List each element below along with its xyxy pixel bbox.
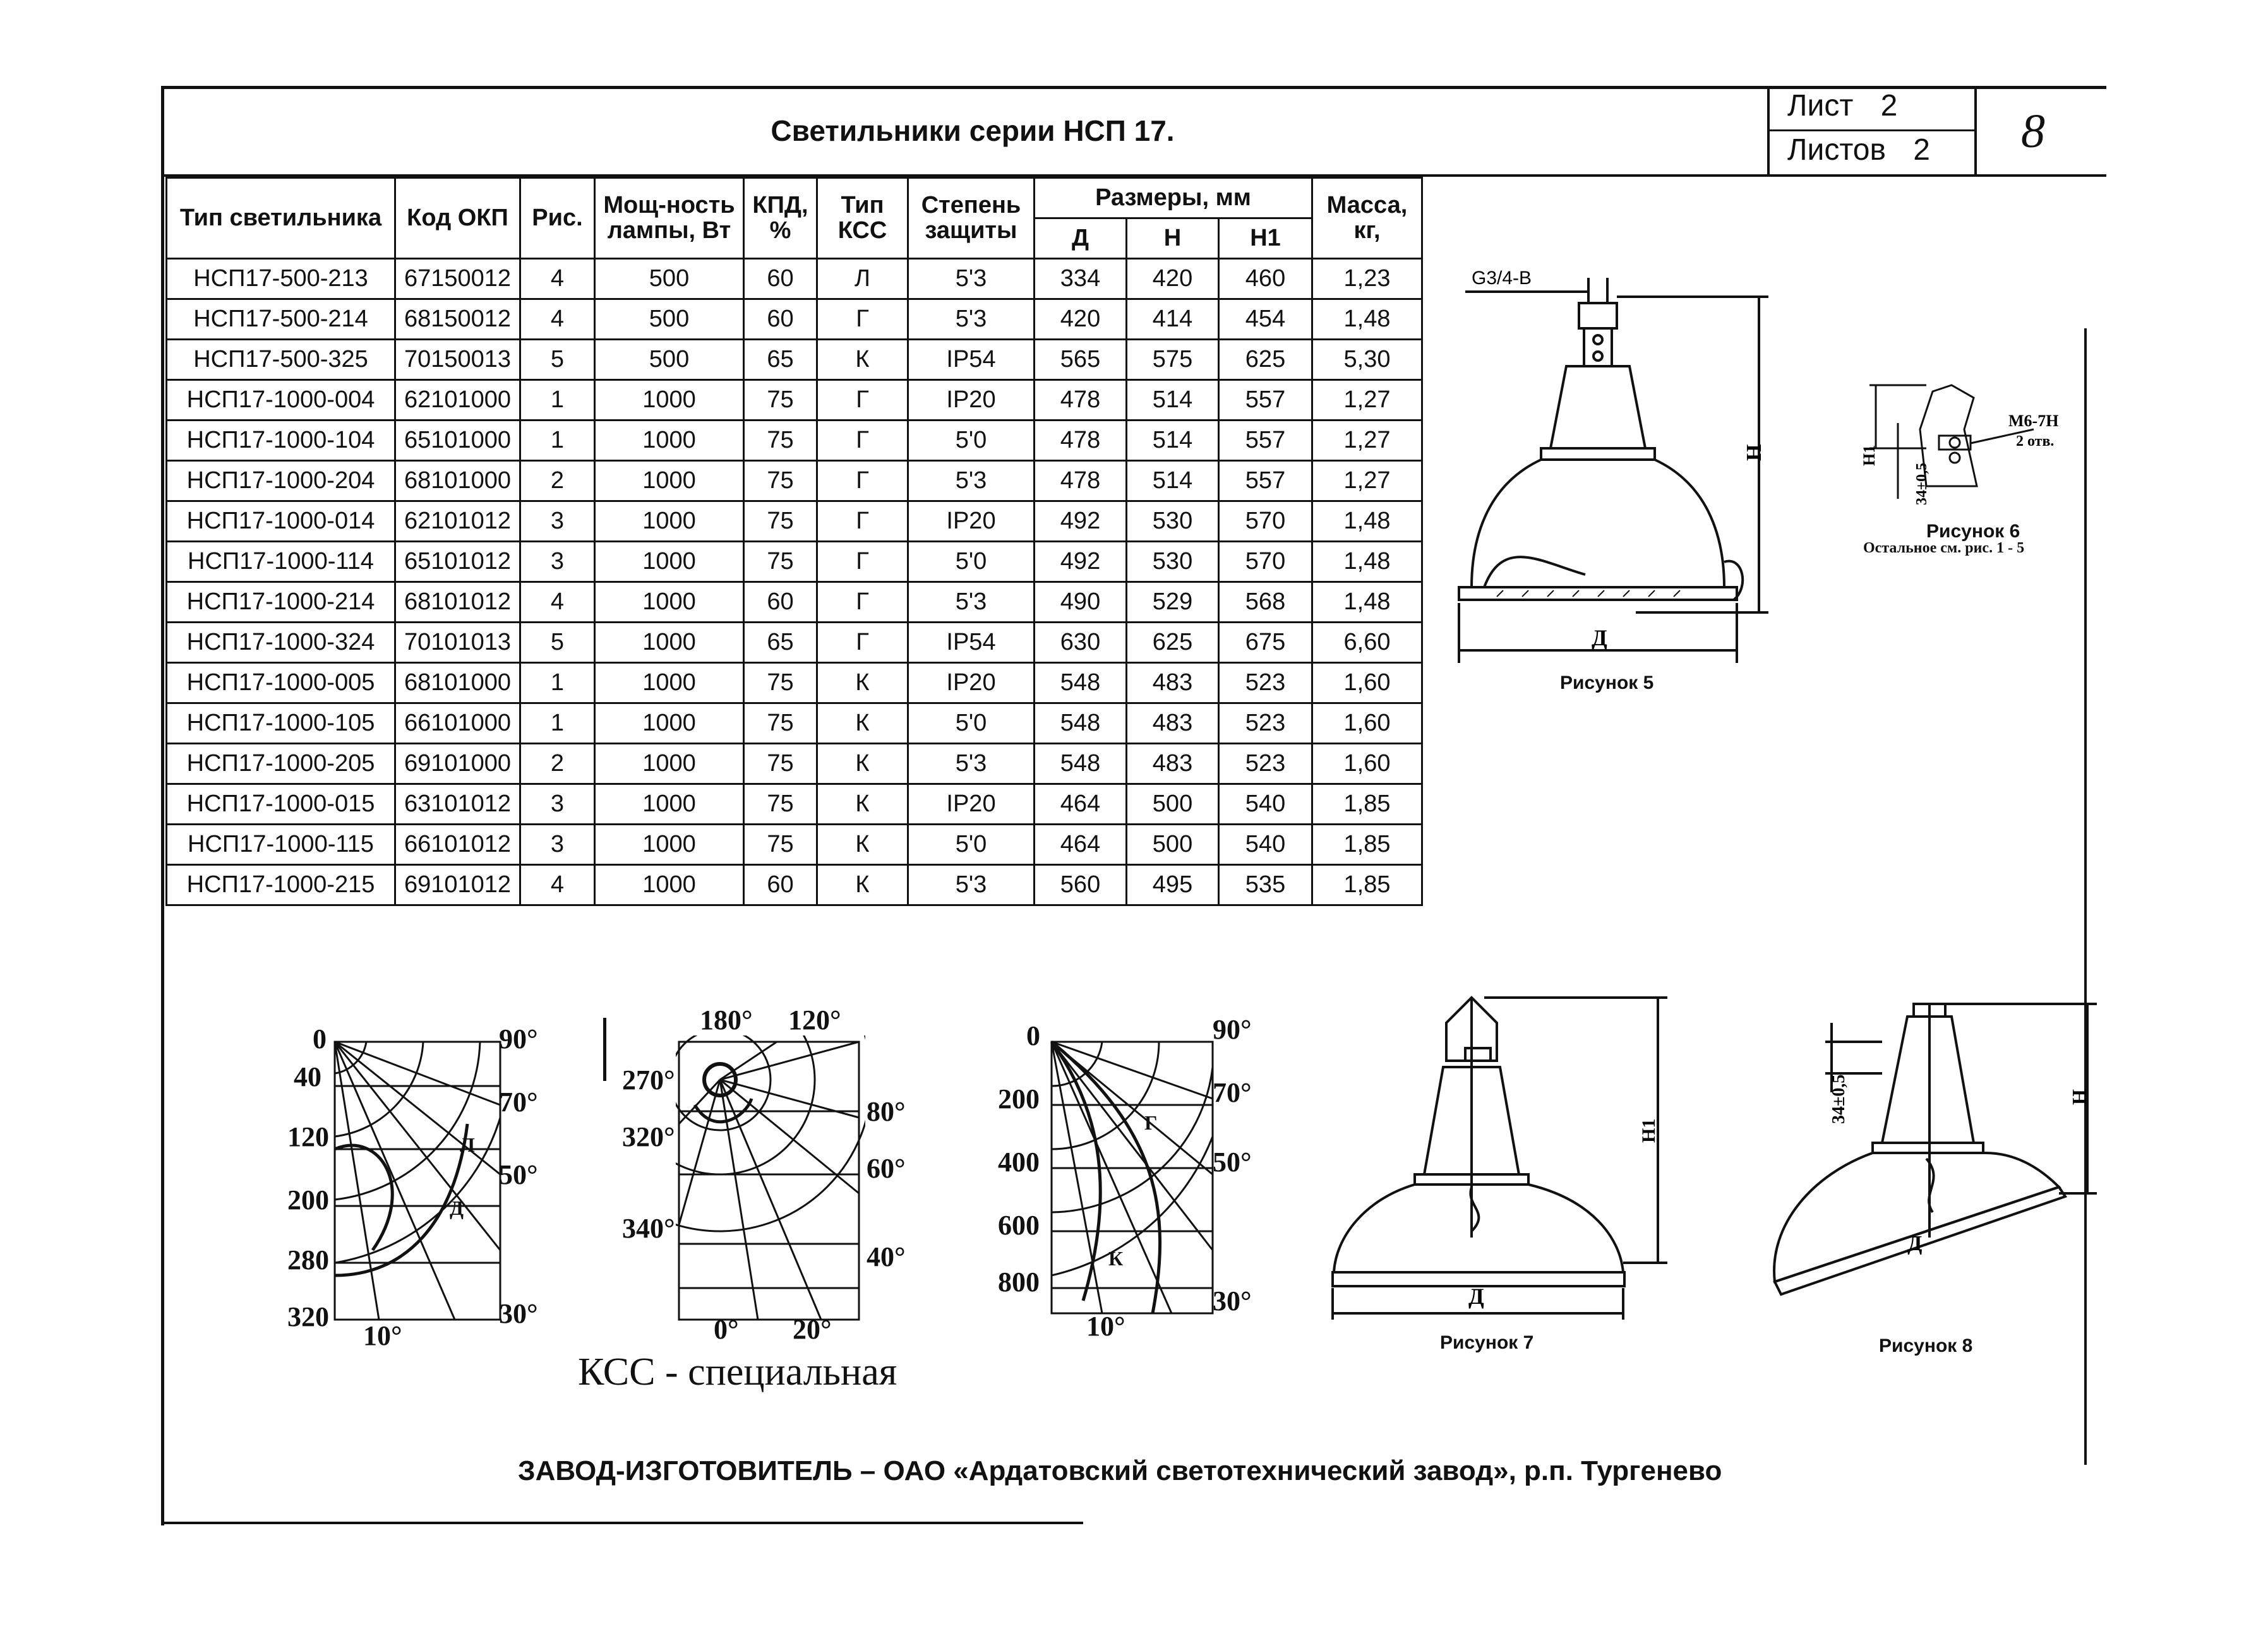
figure-6-holes-label: 2 отв. — [2016, 433, 2055, 450]
cell-dim-h: 575 — [1127, 340, 1219, 380]
chart-1-label-280: 280 — [287, 1244, 329, 1275]
table-row — [167, 461, 1422, 501]
cell-type: НСП17-1000-115 — [167, 825, 395, 865]
cell-dim-h: 500 — [1127, 825, 1219, 865]
cell-protection: IP20 — [908, 663, 1035, 703]
cell-okp: 69101012 — [395, 865, 520, 905]
cell-okp: 65101000 — [395, 421, 520, 461]
cell-dim-d: 630 — [1035, 623, 1127, 663]
cell-kss: Г — [817, 299, 908, 340]
figure-6-bolt-label: М6-7Н — [2008, 412, 2059, 430]
cell-mass: 1,27 — [1312, 380, 1422, 421]
cell-fig: 2 — [520, 744, 595, 784]
table-row — [167, 784, 1422, 825]
cell-okp: 67150012 — [395, 259, 520, 299]
cell-okp: 62101012 — [395, 501, 520, 542]
figure-7-dim-h1: Н1 — [1638, 1118, 1659, 1143]
cell-type: НСП17-1000-104 — [167, 421, 395, 461]
frame-bottom-line — [161, 1522, 1083, 1524]
chart-2-angle-320: 320° — [622, 1121, 675, 1152]
cell-kpd: 60 — [744, 582, 817, 623]
cell-dim-d: 478 — [1035, 380, 1127, 421]
table-row — [167, 299, 1422, 340]
cell-dim-d: 548 — [1035, 703, 1127, 744]
cell-dim-d: 492 — [1035, 542, 1127, 582]
cell-power: 1000 — [595, 421, 744, 461]
chart-1-label-120: 120 — [287, 1121, 329, 1152]
table-row — [167, 825, 1422, 865]
figure-7-dim-d: Д — [1468, 1284, 1484, 1309]
cell-kpd: 75 — [744, 784, 817, 825]
sheet-label-text: Лист — [1787, 89, 1854, 122]
cell-kpd: 75 — [744, 421, 817, 461]
cell-dim-d: 478 — [1035, 421, 1127, 461]
chart-3-label-200: 200 — [998, 1083, 1040, 1114]
chart-3 — [1045, 1035, 1219, 1320]
col-header-kss: Тип КСС — [817, 178, 908, 259]
table-row — [167, 865, 1422, 905]
cell-dim-h: 495 — [1127, 865, 1219, 905]
chart-2-left-bar — [603, 1018, 606, 1081]
figure-8-drawing — [1756, 985, 2109, 1326]
col-header-mass: Масса, кг, — [1312, 178, 1422, 259]
figure-8-dim-h: Н — [2068, 1089, 2091, 1105]
cell-dim-h: 625 — [1127, 623, 1219, 663]
cell-mass: 1,23 — [1312, 259, 1422, 299]
col-header-okp: Код ОКП — [395, 178, 520, 259]
chart-1-curve-d: Д — [450, 1196, 464, 1219]
chart-2-angle-180: 180° — [700, 1005, 753, 1035]
cell-kss: К — [817, 703, 908, 744]
cell-power: 1000 — [595, 623, 744, 663]
figure-5-dim-d: Д — [1592, 625, 1607, 650]
cell-kss: К — [817, 663, 908, 703]
cell-power: 1000 — [595, 501, 744, 542]
cell-kss: К — [817, 340, 908, 380]
cell-okp: 68101000 — [395, 663, 520, 703]
cell-type: НСП17-1000-204 — [167, 461, 395, 501]
chart-2-angle-270: 270° — [622, 1065, 675, 1095]
cell-fig: 3 — [520, 825, 595, 865]
cell-dim-d: 464 — [1035, 784, 1127, 825]
cell-okp: 70101013 — [395, 623, 520, 663]
col-header-dims: Размеры, мм — [1035, 178, 1312, 218]
col-header-power: Мощ-ность лампы, Вт — [595, 178, 744, 259]
chart-3-angle-10: 10° — [1086, 1311, 1125, 1342]
cell-dim-d: 565 — [1035, 340, 1127, 380]
cell-power: 1000 — [595, 380, 744, 421]
header-divider-2 — [1974, 86, 1977, 177]
cell-okp: 66101012 — [395, 825, 520, 865]
chart-3-angle-70: 70° — [1213, 1077, 1252, 1108]
chart-3-angle-50: 50° — [1213, 1147, 1252, 1178]
cell-mass: 1,60 — [1312, 663, 1422, 703]
cell-protection: IP20 — [908, 380, 1035, 421]
cell-dim-h1: 454 — [1219, 299, 1312, 340]
cell-dim-d: 492 — [1035, 501, 1127, 542]
cell-mass: 1,48 — [1312, 582, 1422, 623]
cell-dim-h: 530 — [1127, 501, 1219, 542]
manufacturer-footer: ЗАВОД-ИЗГОТОВИТЕЛЬ – ОАО «Ардатовский светотехнический завод», р.п. Тургенево — [518, 1455, 1722, 1486]
figure-5-drawing — [1446, 259, 1787, 663]
cell-type: НСП17-1000-014 — [167, 501, 395, 542]
cell-type: НСП17-1000-004 — [167, 380, 395, 421]
cell-dim-h: 529 — [1127, 582, 1219, 623]
sheets-label — [1787, 133, 1930, 167]
cell-kpd: 75 — [744, 380, 817, 421]
cell-kpd: 60 — [744, 299, 817, 340]
cell-protection: 5'0 — [908, 825, 1035, 865]
chart-2 — [676, 1035, 865, 1326]
table-row — [167, 542, 1422, 582]
cell-mass: 1,48 — [1312, 299, 1422, 340]
cell-fig: 4 — [520, 259, 595, 299]
cell-fig: 1 — [520, 380, 595, 421]
chart-3-label-400: 400 — [998, 1147, 1040, 1178]
cell-protection: 5'3 — [908, 865, 1035, 905]
cell-dim-h1: 523 — [1219, 663, 1312, 703]
table-row — [167, 340, 1422, 380]
cell-type: НСП17-1000-105 — [167, 703, 395, 744]
table-row — [167, 501, 1422, 542]
chart-2-angle-40: 40° — [867, 1241, 906, 1272]
table-row — [167, 703, 1422, 744]
cell-kss: Г — [817, 542, 908, 582]
cell-fig: 4 — [520, 299, 595, 340]
cell-protection: 5'3 — [908, 744, 1035, 784]
cell-kpd: 75 — [744, 703, 817, 744]
cell-mass: 1,60 — [1312, 744, 1422, 784]
col-header-type: Тип светильника — [167, 178, 395, 259]
cell-protection: 5'3 — [908, 299, 1035, 340]
chart-1-angle-30: 30° — [499, 1298, 538, 1329]
spec-table — [165, 177, 1423, 906]
cell-protection: IP20 — [908, 784, 1035, 825]
cell-kpd: 75 — [744, 542, 817, 582]
cell-type: НСП17-1000-205 — [167, 744, 395, 784]
cell-dim-h1: 625 — [1219, 340, 1312, 380]
table-row — [167, 582, 1422, 623]
cell-dim-h: 500 — [1127, 784, 1219, 825]
cell-mass: 1,48 — [1312, 542, 1422, 582]
col-header-protection: Степень защиты — [908, 178, 1035, 259]
cell-kss: Г — [817, 582, 908, 623]
chart-1 — [328, 1035, 505, 1326]
cell-okp: 69101000 — [395, 744, 520, 784]
cell-okp: 66101000 — [395, 703, 520, 744]
cell-kss: Г — [817, 461, 908, 501]
cell-fig: 3 — [520, 542, 595, 582]
table-row — [167, 623, 1422, 663]
page-number: 8 — [2021, 105, 2045, 158]
figure-8-caption: Рисунок 8 — [1879, 1335, 1973, 1356]
col-header-dim-h: Н — [1127, 218, 1219, 259]
figure-8-tolerance: 34±0,5 — [1829, 1074, 1849, 1124]
cell-okp: 65101012 — [395, 542, 520, 582]
frame-left-line — [161, 86, 164, 1525]
col-header-dim-d: Д — [1035, 218, 1127, 259]
col-header-fig: Рис. — [520, 178, 595, 259]
chart-1-angle-90: 90° — [499, 1023, 538, 1054]
cell-power: 1000 — [595, 825, 744, 865]
cell-mass: 6,60 — [1312, 623, 1422, 663]
cell-kpd: 75 — [744, 501, 817, 542]
cell-type: НСП17-1000-324 — [167, 623, 395, 663]
cell-type: НСП17-1000-214 — [167, 582, 395, 623]
cell-dim-h1: 570 — [1219, 542, 1312, 582]
cell-power: 500 — [595, 299, 744, 340]
cell-dim-d: 548 — [1035, 663, 1127, 703]
chart-1-label-40: 40 — [294, 1061, 321, 1092]
cell-power: 500 — [595, 259, 744, 299]
document-title: Светильники серии НСП 17. — [771, 114, 1175, 147]
cell-protection: 5'0 — [908, 703, 1035, 744]
table-row — [167, 380, 1422, 421]
cell-mass: 1,60 — [1312, 703, 1422, 744]
cell-mass: 1,85 — [1312, 784, 1422, 825]
cell-type: НСП17-500-213 — [167, 259, 395, 299]
cell-fig: 1 — [520, 703, 595, 744]
chart-1-angle-70: 70° — [499, 1087, 538, 1118]
chart-2-angle-340: 340° — [622, 1213, 675, 1244]
chart-3-label-600: 600 — [998, 1210, 1040, 1241]
cell-dim-h: 483 — [1127, 744, 1219, 784]
cell-power: 1000 — [595, 703, 744, 744]
cell-power: 1000 — [595, 663, 744, 703]
cell-okp: 68101000 — [395, 461, 520, 501]
figure-8-dim-d: Д — [1907, 1232, 1923, 1255]
cell-dim-h: 514 — [1127, 380, 1219, 421]
cell-type: НСП17-500-325 — [167, 340, 395, 380]
figure-6-drawing — [1851, 373, 2091, 524]
chart-2-kss-label: КСС - специальная — [578, 1351, 897, 1393]
cell-type: НСП17-1000-114 — [167, 542, 395, 582]
figure-5-thread-label: G3/4-B — [1472, 268, 1532, 289]
cell-kss: Г — [817, 421, 908, 461]
cell-dim-d: 548 — [1035, 744, 1127, 784]
figure-6-caption: Рисунок 6 — [1926, 521, 2020, 542]
cell-dim-d: 334 — [1035, 259, 1127, 299]
figure-6-h1-label: Н1 — [1860, 445, 1878, 466]
cell-mass: 1,85 — [1312, 865, 1422, 905]
cell-dim-h: 420 — [1127, 259, 1219, 299]
cell-mass: 1,85 — [1312, 825, 1422, 865]
cell-protection: 5'3 — [908, 259, 1035, 299]
chart-2-angle-80: 80° — [867, 1096, 906, 1127]
cell-okp: 68101012 — [395, 582, 520, 623]
chart-3-label-0: 0 — [1026, 1020, 1040, 1051]
cell-kss: К — [817, 744, 908, 784]
cell-dim-d: 464 — [1035, 825, 1127, 865]
chart-1-angle-50: 50° — [499, 1159, 538, 1190]
sheets-label-text: Листов — [1787, 133, 1886, 167]
cell-fig: 3 — [520, 501, 595, 542]
col-header-kpd: КПД, % — [744, 178, 817, 259]
cell-okp: 68150012 — [395, 299, 520, 340]
cell-dim-h1: 540 — [1219, 825, 1312, 865]
cell-kpd: 75 — [744, 744, 817, 784]
figure-5-caption: Рисунок 5 — [1560, 672, 1654, 693]
cell-mass: 1,27 — [1312, 461, 1422, 501]
cell-fig: 3 — [520, 784, 595, 825]
cell-mass: 5,30 — [1312, 340, 1422, 380]
cell-mass: 1,48 — [1312, 501, 1422, 542]
cell-fig: 1 — [520, 421, 595, 461]
cell-kss: Г — [817, 380, 908, 421]
figure-6-note: Остальное см. рис. 1 - 5 — [1863, 540, 2025, 556]
cell-type: НСП17-1000-005 — [167, 663, 395, 703]
chart-1-label-200: 200 — [287, 1185, 329, 1215]
chart-3-angle-30: 30° — [1213, 1286, 1252, 1316]
cell-fig: 5 — [520, 623, 595, 663]
cell-dim-d: 560 — [1035, 865, 1127, 905]
cell-fig: 1 — [520, 663, 595, 703]
cell-dim-h1: 570 — [1219, 501, 1312, 542]
table-row — [167, 259, 1422, 299]
cell-okp: 62101000 — [395, 380, 520, 421]
sheets-value: 2 — [1913, 133, 1930, 167]
cell-dim-h1: 675 — [1219, 623, 1312, 663]
cell-power: 1000 — [595, 865, 744, 905]
cell-power: 1000 — [595, 582, 744, 623]
cell-kpd: 60 — [744, 865, 817, 905]
cell-kpd: 75 — [744, 461, 817, 501]
cell-dim-d: 478 — [1035, 461, 1127, 501]
cell-okp: 63101012 — [395, 784, 520, 825]
cell-kpd: 60 — [744, 259, 817, 299]
chart-3-curve-g: Г — [1144, 1111, 1158, 1134]
cell-kpd: 65 — [744, 340, 817, 380]
cell-fig: 4 — [520, 865, 595, 905]
cell-power: 1000 — [595, 542, 744, 582]
sheet-label — [1787, 88, 1897, 123]
cell-type: НСП17-500-214 — [167, 299, 395, 340]
chart-1-angle-10: 10° — [363, 1320, 402, 1351]
cell-protection: 5'3 — [908, 582, 1035, 623]
cell-kss: К — [817, 865, 908, 905]
cell-type: НСП17-1000-215 — [167, 865, 395, 905]
chart-2-angle-120: 120° — [788, 1005, 841, 1035]
cell-dim-h1: 557 — [1219, 380, 1312, 421]
cell-kpd: 65 — [744, 623, 817, 663]
cell-kss: Г — [817, 501, 908, 542]
cell-dim-h: 414 — [1127, 299, 1219, 340]
cell-dim-h1: 568 — [1219, 582, 1312, 623]
cell-protection: 5'3 — [908, 461, 1035, 501]
chart-3-angle-90: 90° — [1213, 1014, 1252, 1045]
cell-dim-h1: 460 — [1219, 259, 1312, 299]
chart-2-angle-60: 60° — [867, 1153, 906, 1184]
sheet-value: 2 — [1880, 89, 1898, 122]
cell-kpd: 75 — [744, 825, 817, 865]
cell-kss: Л — [817, 259, 908, 299]
cell-dim-h: 514 — [1127, 421, 1219, 461]
cell-kss: К — [817, 825, 908, 865]
cell-power: 1000 — [595, 784, 744, 825]
chart-1-label-320: 320 — [287, 1301, 329, 1332]
spec-table-body — [167, 259, 1422, 905]
cell-power: 1000 — [595, 461, 744, 501]
cell-dim-h1: 523 — [1219, 703, 1312, 744]
cell-protection: IP54 — [908, 340, 1035, 380]
cell-dim-h: 483 — [1127, 703, 1219, 744]
cell-dim-h: 483 — [1127, 663, 1219, 703]
cell-type: НСП17-1000-015 — [167, 784, 395, 825]
figure-7-caption: Рисунок 7 — [1440, 1332, 1534, 1353]
chart-3-curve-k: К — [1108, 1247, 1124, 1270]
cell-okp: 70150013 — [395, 340, 520, 380]
col-header-dim-h1: Н1 — [1219, 218, 1312, 259]
figure-5-dim-h: Н — [1743, 444, 1766, 461]
cell-dim-h1: 557 — [1219, 461, 1312, 501]
cell-fig: 5 — [520, 340, 595, 380]
cell-dim-h: 530 — [1127, 542, 1219, 582]
cell-dim-h1: 557 — [1219, 421, 1312, 461]
chart-2-angle-0: 0° — [714, 1314, 739, 1345]
cell-dim-h1: 523 — [1219, 744, 1312, 784]
cell-dim-d: 420 — [1035, 299, 1127, 340]
chart-2-angle-20: 20° — [793, 1314, 832, 1345]
cell-protection: IP20 — [908, 501, 1035, 542]
cell-protection: 5'0 — [908, 421, 1035, 461]
cell-protection: IP54 — [908, 623, 1035, 663]
cell-kss: К — [817, 784, 908, 825]
cell-dim-d: 490 — [1035, 582, 1127, 623]
cell-fig: 2 — [520, 461, 595, 501]
cell-fig: 4 — [520, 582, 595, 623]
table-row — [167, 744, 1422, 784]
cell-power: 1000 — [595, 744, 744, 784]
chart-1-label-0: 0 — [313, 1023, 327, 1054]
cell-dim-h: 514 — [1127, 461, 1219, 501]
chart-1-curve-l: Л — [460, 1133, 475, 1156]
table-row — [167, 421, 1422, 461]
figure-6-tolerance-label: 34±0,5 — [1914, 462, 1930, 505]
cell-dim-h1: 535 — [1219, 865, 1312, 905]
cell-mass: 1,27 — [1312, 421, 1422, 461]
cell-power: 500 — [595, 340, 744, 380]
table-row — [167, 663, 1422, 703]
chart-3-label-800: 800 — [998, 1267, 1040, 1298]
cell-kpd: 75 — [744, 663, 817, 703]
cell-dim-h1: 540 — [1219, 784, 1312, 825]
header-mid-line — [1767, 129, 1976, 131]
figure-7-drawing — [1326, 985, 1680, 1326]
cell-protection: 5'0 — [908, 542, 1035, 582]
cell-kss: Г — [817, 623, 908, 663]
